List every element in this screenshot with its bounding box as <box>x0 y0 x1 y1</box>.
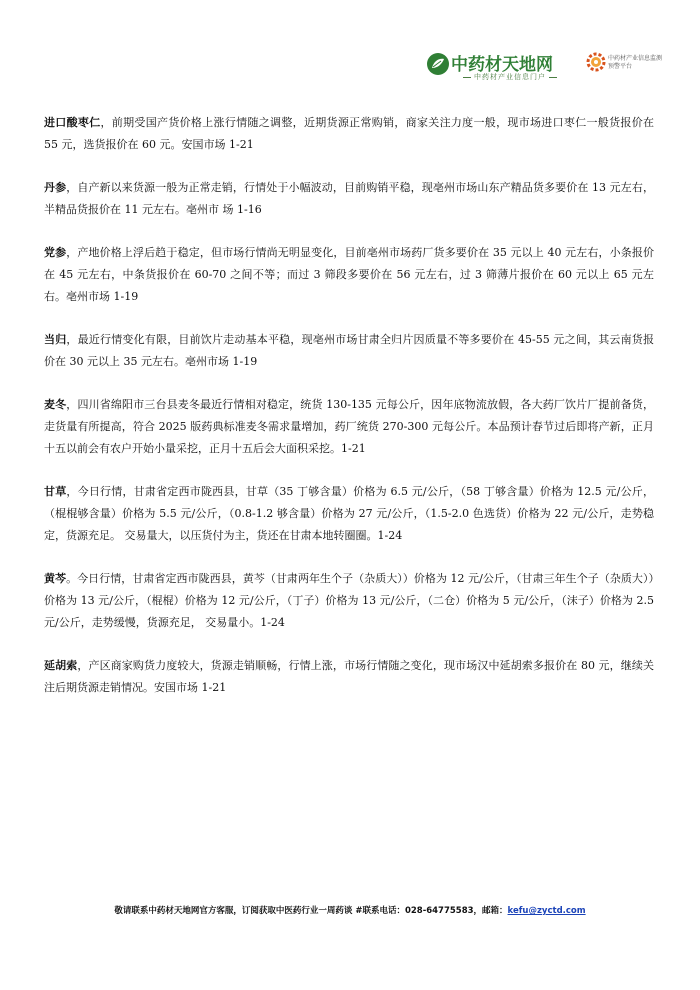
paragraph-danshen <box>44 177 654 221</box>
herb-name: 丹参 <box>44 181 67 194</box>
herb-name: 黄芩 <box>44 572 67 585</box>
paragraph-huangqin <box>44 568 654 634</box>
page-header <box>424 48 664 88</box>
article-body <box>44 112 654 720</box>
platform-badge <box>586 50 666 86</box>
herb-name: 当归 <box>44 333 67 346</box>
paragraph-text: ，四川省绵阳市三台县麦冬最近行情相对稳定，统货 130-135 元每公斤，因年底物流放假，各大药厂饮片厂提前备货，走货量有所提高，符合 2025 版药典标准麦冬需求量增加，药厂统货 270-300 元每公斤。本品预计春节过后即将产新，正月十五以前会有农户开始小量采挖，正月十五后会大面积采挖。1-21 <box>44 398 655 455</box>
herb-name: 延胡索 <box>44 659 78 672</box>
paragraph-text: 。今日行情，甘肃省定西市陇西县，黄芩（甘肃两年生个子（杂质大））价格为 12 元/公斤，（甘肃三年生个子（杂质大））价格为 13 元/公斤，（棍棍）价格为 12 元/公斤，（丁子）价格为 13 元/公斤，（二仓）价格为 5 元/公斤，（沫子）价格为 2.5 元/公斤，走势缓慢，货源充足， 交易量小。1-24 <box>44 572 655 629</box>
leaf-logo-icon <box>426 52 450 76</box>
paragraph-dangshen <box>44 242 654 308</box>
herb-name: 甘草 <box>44 485 67 498</box>
paragraph-text: ，产区商家购货力度较大，货源走销顺畅，行情上涨，市场行情随之变化，现市场汉中延胡索多报价在 80 元，继续关注后期货源走销情况。安国市场 1-21 <box>44 659 654 694</box>
badge-text: 中药材产业信息监测预警平台 <box>608 55 663 70</box>
footer-email-link[interactable]: kefu@zyctd.com <box>507 906 586 916</box>
paragraph-suanzaoren <box>44 112 654 156</box>
logo-subtitle: 中药材产业信息门户 <box>460 72 560 82</box>
paragraph-text: ，前期受国产货价格上涨行情随之调整，近期货源正常购销，商家关注力度一般，现市场进口枣仁一般货报价在 55 元，选货报价在 60 元。安国市场 1-21 <box>44 116 655 151</box>
herb-name: 党参 <box>44 246 67 259</box>
footer-contact-text: 敬请联系中药材天地网官方客服，订阅获取中医药行业一周药谈 #联系电话：028-64775583，邮箱： <box>114 906 508 916</box>
logo-title: 中药材天地网 <box>451 55 553 75</box>
paragraph-maidong <box>44 394 654 460</box>
site-logo[interactable] <box>424 48 564 88</box>
paragraph-gancao <box>44 481 654 547</box>
paragraph-text: ，最近行情变化有限，目前饮片走动基本平稳，现亳州市场甘肃全归片因质量不等多要价在 45-55 元之间，其云南货报价在 30 元以上 35 元左右。亳州市场 1-19 <box>44 333 655 368</box>
herb-name: 进口酸枣仁 <box>44 116 101 129</box>
paragraph-yanhusuo <box>44 655 654 699</box>
herb-name: 麦冬 <box>44 398 67 411</box>
paragraph-danggui <box>44 329 654 373</box>
gear-icon <box>586 52 606 72</box>
paragraph-text: ，自产新以来货源一般为正常走销，行情处于小幅波动，目前购销平稳，现亳州市场山东产精品货多要价在 13 元左右，半精品货报价在 11 元左右。亳州市 场 1-16 <box>44 181 654 216</box>
paragraph-text: ，产地价格上浮后趋于稳定，但市场行情尚无明显变化，目前亳州市场药厂货多要价在 35 元以上 40 元左右，小条报价在 45 元左右，中条货报价在 60-70 之间不等；而过 3 筛段多要价在 56 元左右，过 3 筛薄片报价在 60 元以上 65 元左右。亳州市场 1-19 <box>44 246 654 303</box>
page-footer <box>0 904 700 916</box>
paragraph-text: ，今日行情，甘肃省定西市陇西县，甘草（35 丁够含量）价格为 6.5 元/公斤，（58 丁够含量）价格为 12.5 元/公斤，（棍棍够含量）价格为 5.5 元/公斤，（0.8-1.2 够含量）价格为 27 元/公斤，（1.5-2.0 色选货）价格为 22 元/公斤，走势稳定，货源充足。 交易量大，以压货付为主，货还在甘肃本地转圈圈。1-24 <box>44 485 654 542</box>
